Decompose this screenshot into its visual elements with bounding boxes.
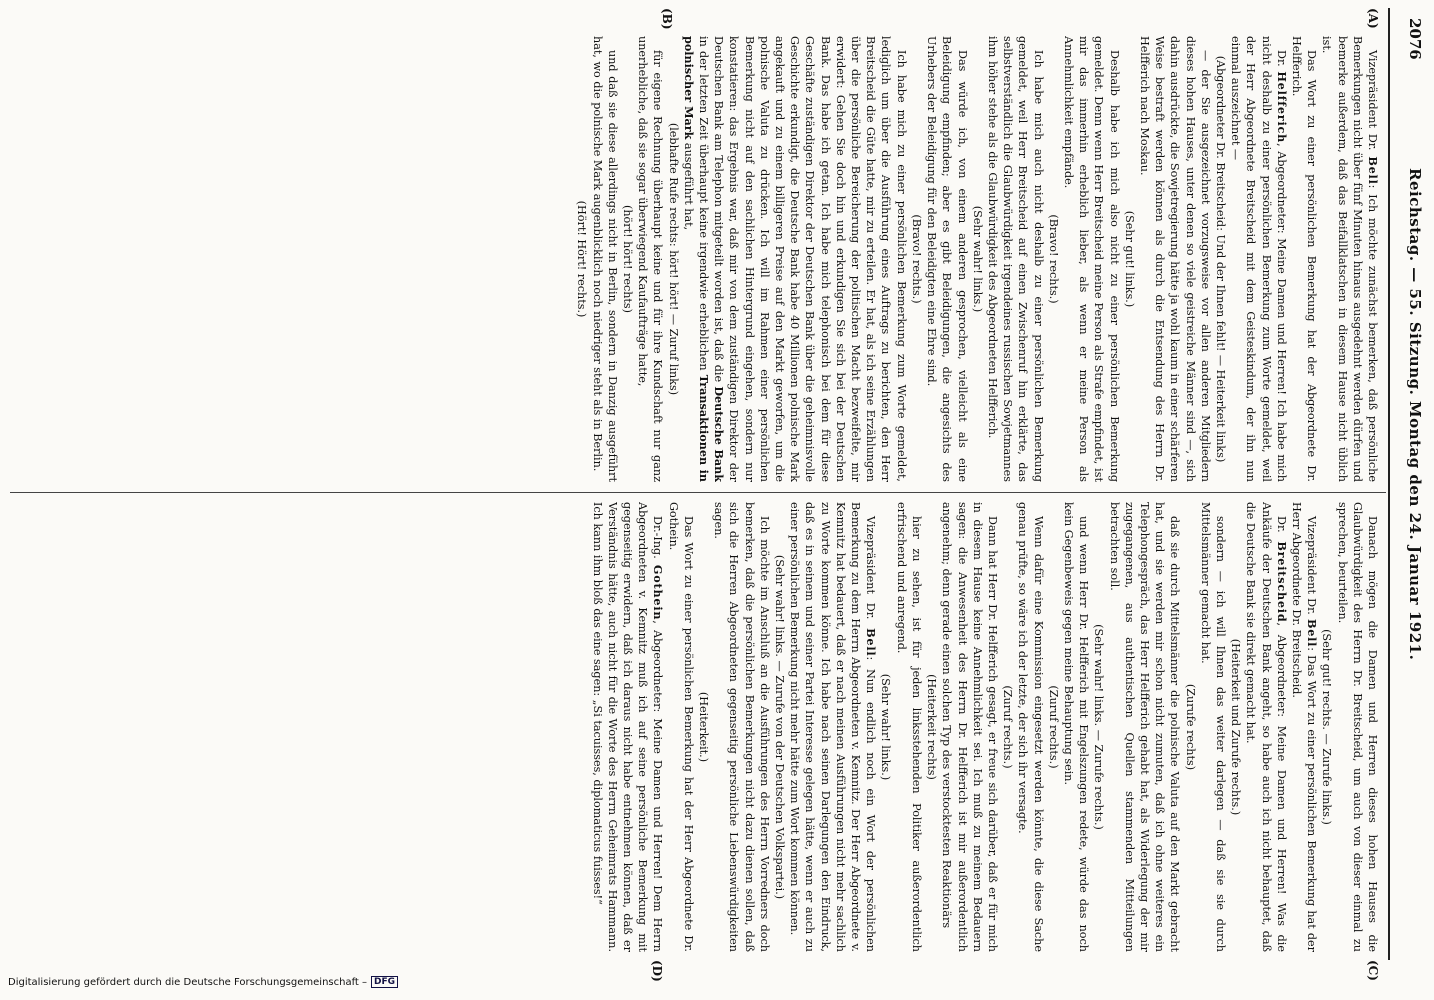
interjection: (Sehr gut! links.) [1122, 210, 1136, 308]
paragraph: Vizepräsident Dr. Bell: Ich möchte zunächst bemerken, daß persönliche Bemerkungen nicht über fünf Minuten hinaus ausgedehnt werden dürfen und bemerke außerdem, daß das Beifallklatschen in diesem Hause nicht üblich ist. [1320, 36, 1380, 482]
paragraph: Danach mögen die Damen und Herren dieses hohen Hauses die Glaubwürdigkeit des Herrn Dr. Breitscheid, um auch von dieser einmal zu sprechen, beurteilen. [1335, 502, 1379, 952]
left-column [10, 36, 1380, 482]
interjection: (Zuruf rechts.) [1046, 685, 1060, 769]
paragraph: Dann hat Herr Dr. Helfferich gesagt, er freue sich darüber, daß er für mich in diesem Hause keine Annehmlichkeit sei. Ich muß zu meinem Bedauern sagen: die Anwesenheit des Herrn Dr. Helfferich ist mir außerordentlich angenehm; denn gerade einen solchen Typ des verstocktesten Reaktionärs [940, 502, 999, 952]
paragraph: Ich habe mich auch nicht deshalb zu einer persönlichen Bemerkung gemeldet, weil Herr Breitscheid auf einen Zwischenruf hin erklärte, das selbstverständlich die Glaubwürdigkeit irgendeines russischen Sowjetmannes ihm höher stehe als die Glaubwürdigkeit des Abgeordneten Helfferich. [985, 36, 1045, 482]
paragraph: Dr. Breitscheid, Abgeordneter: Meine Damen und Herren! Was die Ankäufe der Deutschen Bank angeht, so habe auch ich nicht behauptet, daß die Deutsche Bank sie direkt gemacht hat. [1244, 502, 1289, 952]
right-column [10, 502, 1380, 952]
digitization-footer [8, 976, 398, 988]
interjection: (Hört! Hört! rechts.) [575, 200, 589, 318]
paragraph: — der Sie ausgezeichnet vorzugsweise vor allen anderen Mitgliedern dieses hohen Hauses, unter denen so viele geistreiche Männer sind —, sich dahin ausdrückte, die Sowjetregierung hätte ja wohl kaum in einer schärferen Weise bestraft werden können als durch die Entsendung des Herrn Dr. Helfferich nach Moskau. [1137, 36, 1212, 482]
interjection: (Heiterkeit.) [697, 691, 711, 763]
interjection: (hört! hört! rechts) [621, 204, 635, 314]
paragraph: Ich habe mich zu einer persönlichen Bemerkung zum Worte gemeldet, lediglich um über die Ausführung eines Auftrags zu berichten, den Herr Breitscheid die Güte hatte, mir zu erteilen. Er hat, als ich seine Erzählungen über die persönliche Bereicherung der politischen Macht bezweifelte, mir erwidert: Gehen Sie doch hin und erkundigen Sie sich bei der Deutschen Bank. Das habe ich getan. Ich habe mich telephonisch bei dem für diese Geschäfte zuständigen Direktor der Deutschen Bank über die geheimnisvolle Geschichte erkundigt, die Deutsche Bank habe 40 Millionen polnische Mark angekauft und zu einem billigeren Preise auf den Markt geworfen, um die polnische Valuta zu drücken. Ich will im Rahmen einer persönlichen Bemerkung nicht auf den sachlichen Hintergrund eingehen, sondern nur konstatieren: das Ergebnis war, daß mir von dem zuständigen Direktor der Deutschen Bank am Telephon mitgeteilt worden ist, daß die Deutsche Bank in der letzten Zeit überhaupt keine irgendwie erheblichen Transaktionen in polnischer Mark ausgeführt hat, [681, 36, 908, 482]
interjection: (Heiterkeit und Zurufe rechts.) [1229, 638, 1243, 816]
dfg-logo: DFG [371, 976, 398, 988]
interjection: (Sehr wahr! links.) [970, 205, 984, 313]
header-rule [1388, 8, 1390, 960]
interjection: (Bravo! rechts.) [1046, 214, 1060, 304]
margin-marker-c: (C) [1366, 960, 1380, 981]
interjection: (Sehr gut! rechts. — Zurufe links.) [1320, 629, 1334, 825]
paragraph: Das Wort zu einer persönlichen Bemerkung hat der Herr Abgeordnete Dr. Gothein. [666, 502, 695, 952]
paragraph: Ich möchte im Anschluß an die Ausführungen des Herrn Vorredners doch bemerken, daß die persönlichen Bemerkungen nicht dazu dienen sollen, daß sich die Herren Abgeordneten gegenseitig persönliche Liebenswürdigkeiten sagen. [712, 502, 771, 952]
paragraph: Vizepräsident Dr. Bell: Nun endlich noch ein Wort der persönlichen Bemerkung zu dem Herrn Abgeordneten v. Kemnitz. Der Herr Abgeordnete v. Kemnitz hat bedauert, daß er nach meinen Ausführungen nicht mehr sachlich zu Worte kommen könne. Ich habe nach seinen Darlegungen den Eindruck, daß es in seinem und seiner Partei Interesse gelegen hätte, wenn er auch zu einer persönlichen Bemerkung nicht mehr hätte zum Wort kommen können. [788, 502, 879, 952]
paragraph: Dr. Helfferich, Abgeordneter: Meine Damen und Herren! Ich habe mich nicht deshalb zu einer persönlichen Bemerkung zum Worte gemeldet, weil der Herr Abgeordnete Breitscheid mit dem Geisteskindum, der ihn nun einmal auszeichnet — [1229, 36, 1289, 482]
paragraph: daß sie durch Mittelsmänner die polnische Valuta auf den Markt gebracht hat, und sie werden mir schon nicht zumuten, daß ich ohne weiteres ein Telephongespräch, das Herr Helfferich gehabt hat, als Widerlegung der mir zugegangenen, aus authentischen Quellen stammenden Mitteilungen betrachten soll. [1107, 502, 1182, 952]
interjection: (Bravo! rechts.) [909, 214, 923, 304]
paragraph: und wenn Herr Dr. Helfferich mit Engelszungen redete, würde das noch kein Gegenbeweis gegen meine Behauptung sein. [1061, 502, 1091, 952]
paragraph: Vizepräsident Dr. Bell: Das Wort zu einer persönlichen Bemerkung hat der Herr Abgeordnete Dr. Breitscheid. [1289, 502, 1320, 952]
margin-marker-d: (D) [650, 960, 664, 982]
interjection: (lebhafte Rufe rechts: hört! hört! — Zuruf links) [666, 122, 680, 396]
interjection: (Abgeordneter Dr. Breitscheid: Und der Ihnen fehlt! — Heiterkeit links) [1213, 55, 1227, 463]
column-divider [10, 492, 1386, 493]
interjection: (Sehr wahr! links. — Zurufe von der Deutschen Volkspartei.) [773, 554, 787, 900]
paragraph: Das würde ich, von einem anderen gesprochen, vielleicht als eine Beleidigung empfinden; aber es gibt Beleidigungen, die angesichts des Urhebers der Beleidigung für den Beleidigten eine Ehre sind. [925, 36, 969, 482]
paragraph: Wenn dafür eine Kommission eingesetzt werden könnte, die diese Sache genau prüfte, so wäre ich der letzte, der sich ihr versagte. [1016, 502, 1045, 952]
paragraph: sondern — ich will Ihnen das weiter darlegen — daß sie sie durch Mittelsmänner gemacht hat. [1198, 502, 1227, 952]
paragraph: hier zu sehen, ist für jeden linksstehenden Politiker außerordentlich erfrischend und anregend. [894, 502, 923, 952]
margin-marker-a: (A) [1366, 8, 1380, 29]
paragraph: Dr.-Ing. Gothein, Abgeordneter: Meine Damen und Herren! Dem Herrn Abgeordneten v. Kemnitz muß ich auf seine persönliche Bemerkung mit gegenseitig erwidern, daß ich daraus nicht habe entnehmen können, daß er Verständnis hätte, auch nicht für die Worte des Herrn Geheimrats Hammann. Ich kann ihm bloß das eine sagen: „Si tacuisses, diplomaticus fuisses!“ [590, 502, 666, 952]
page-header [1394, 18, 1424, 960]
interjection: (Zuruf rechts.) [1001, 685, 1015, 769]
interjection: (Sehr wahr! links. — Zurufe rechts.) [1092, 624, 1106, 830]
interjection: (Sehr wahr! links.) [879, 673, 893, 781]
margin-marker-b: (B) [660, 8, 674, 30]
page-number: 2076 [1406, 18, 1424, 60]
interjection: (Zurufe rechts) [1183, 683, 1197, 771]
interjection: (Heiterkeit rechts) [925, 674, 939, 780]
paragraph: Das Wort zu einer persönlichen Bemerkung hat der Abgeordnete Dr. Helfferich. [1289, 36, 1319, 482]
page-title: Reichstag. — 55. Sitzung. Montag den 24. Januar 1921. [1406, 168, 1424, 661]
footer-text: Digitalisierung gefördert durch die Deutsche Forschungsgemeinschaft – [8, 976, 368, 988]
paragraph: für eigene Rechnung überhaupt keine und für ihre Kundschaft nur ganz unerhebliche, daß sie sogar überwiegend Kaufaufträge hatte, [636, 36, 665, 482]
paragraph: und daß sie diese allerdings nicht in Berlin, sondern in Danzig ausgeführt hat, wo die polnische Mark augenblicklich noch niedriger steht als in Berlin. [590, 36, 619, 482]
paragraph: Deshalb habe ich mich also nicht zu einer persönlichen Bemerkung gemeldet. Denn wenn Herr Breitscheid meine Person als Strafe empfindet, ist mir das immerhin erheblich lieber, als wenn er meine Person als Annehmlichkeit empfände. [1061, 36, 1121, 482]
